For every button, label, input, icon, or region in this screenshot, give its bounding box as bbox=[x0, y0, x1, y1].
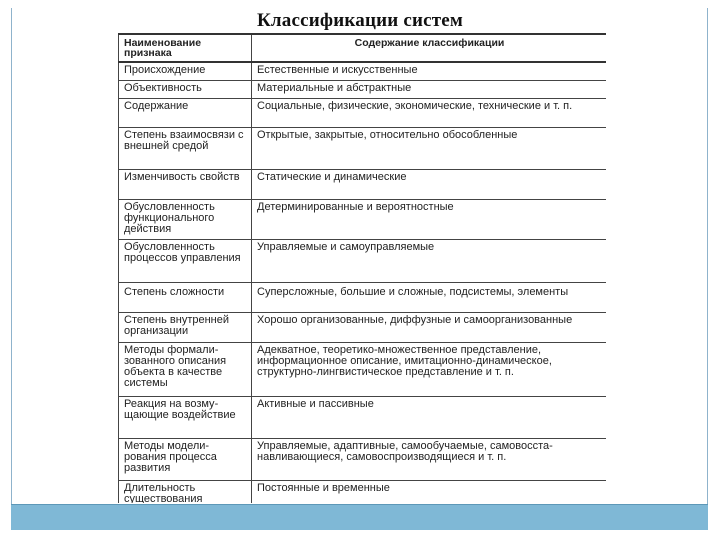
row-feature: Методы моделирования процесса развития bbox=[119, 439, 252, 481]
table-row bbox=[119, 439, 607, 481]
row-feature: Происхождение bbox=[119, 62, 252, 81]
table-row bbox=[119, 481, 607, 504]
classification-table-wrapper bbox=[118, 33, 606, 503]
frame-left-border bbox=[11, 8, 12, 508]
row-content: Естественные и искусственные bbox=[252, 62, 607, 81]
row-feature: Обусловленность функционального действия bbox=[119, 200, 252, 240]
row-content: Социальные, физические, экономические, технические и т. п. bbox=[252, 99, 607, 128]
row-content: Суперсложные, большие и сложные, подсистемы, элементы bbox=[252, 283, 607, 313]
row-feature: Степень взаимосвязи с внешней средой bbox=[119, 128, 252, 170]
row-feature: Методы формализованного описания объекта в качестве системы bbox=[119, 343, 252, 397]
row-content: Постоянные и временные bbox=[252, 481, 607, 504]
table-row bbox=[119, 240, 607, 283]
row-feature: Объективность bbox=[119, 81, 252, 99]
footer-bar bbox=[11, 504, 708, 530]
slide-title: Классификации систем bbox=[256, 10, 464, 31]
table-row bbox=[119, 170, 607, 200]
table-row bbox=[119, 81, 607, 99]
frame-right-border bbox=[707, 8, 708, 508]
row-content: Хорошо организованные, диффузные и самоорганизованные bbox=[252, 313, 607, 343]
row-feature: Изменчивость свойств bbox=[119, 170, 252, 200]
row-content: Открытые, закрытые, относительно обособленные bbox=[252, 128, 607, 170]
row-feature: Длительность существования bbox=[119, 481, 252, 504]
row-content: Активные и пассивные bbox=[252, 397, 607, 439]
table-row bbox=[119, 99, 607, 128]
table-row bbox=[119, 313, 607, 343]
row-feature: Реакция на возмущающие воздействие bbox=[119, 397, 252, 439]
table-row bbox=[119, 128, 607, 170]
header-feature: Наименование признака bbox=[119, 34, 252, 62]
row-content: Адекватное, теоретико-множественное представление, информационное описание, имитационно-динамическое, структурно-лингвистическое представление и т. п. bbox=[252, 343, 607, 397]
row-content: Детерминированные и вероятностные bbox=[252, 200, 607, 240]
row-feature: Обусловленность процессов управления bbox=[119, 240, 252, 283]
table-row bbox=[119, 200, 607, 240]
row-content: Управляемые и самоуправляемые bbox=[252, 240, 607, 283]
row-content: Статические и динамические bbox=[252, 170, 607, 200]
row-content: Материальные и абстрактные bbox=[252, 81, 607, 99]
row-content: Управляемые, адаптивные, самообучаемые, самовосстанавливающиеся, самовоспроизводящиеся и т. п. bbox=[252, 439, 607, 481]
table-header-row bbox=[119, 34, 607, 62]
table-row bbox=[119, 62, 607, 81]
row-feature: Степень сложности bbox=[119, 283, 252, 313]
header-content: Содержание классификации bbox=[252, 34, 607, 62]
row-feature: Содержание bbox=[119, 99, 252, 128]
classification-table bbox=[118, 33, 606, 503]
table-row bbox=[119, 343, 607, 397]
row-feature: Степень внутренней организации bbox=[119, 313, 252, 343]
table-row bbox=[119, 397, 607, 439]
table-row bbox=[119, 283, 607, 313]
